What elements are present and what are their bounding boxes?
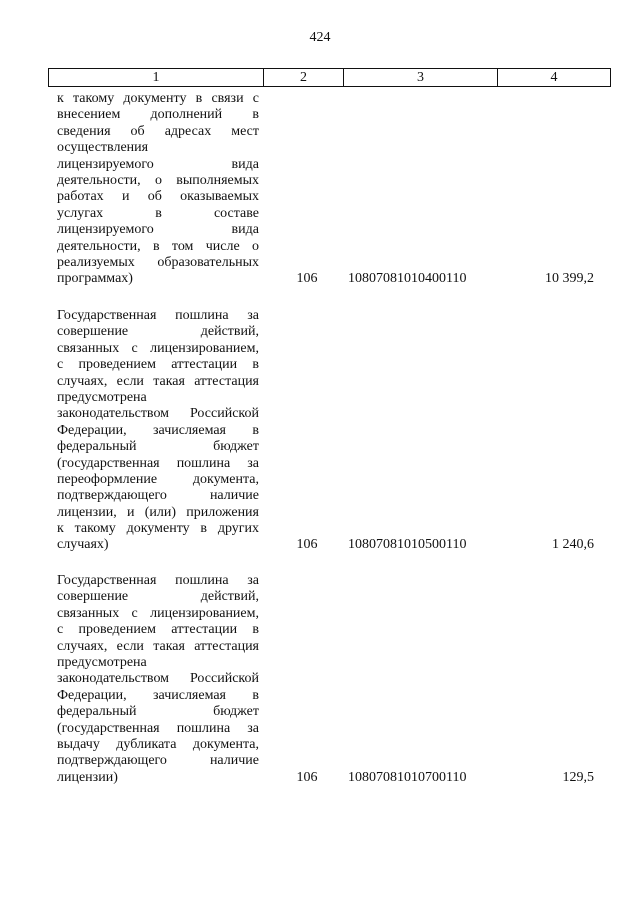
description-line: законодательством Российской xyxy=(57,406,259,422)
description-line: сведения об адресах мест xyxy=(57,123,259,139)
description-line: лицензии) xyxy=(57,769,118,785)
description-line: к такому документу в других xyxy=(57,521,259,537)
description-line: лицензии, и (или) приложения xyxy=(57,504,259,520)
description-line: законодательством Российской xyxy=(57,671,259,687)
description-line: осуществления xyxy=(57,140,149,156)
table-row-3-kbk-code: 10807081010700110 xyxy=(348,770,467,785)
table-row-3-description xyxy=(57,573,259,786)
description-line: к такому документу в связи с xyxy=(57,91,259,106)
description-line: с проведением аттестации в xyxy=(57,357,259,373)
description-line: выдачу дубликата документа, xyxy=(57,736,259,752)
description-line: Федерации, зачисляемая в xyxy=(57,687,259,703)
description-line: совершение действий, xyxy=(57,324,259,340)
column-header-4: 4 xyxy=(550,70,558,85)
column-header-1: 1 xyxy=(49,69,264,86)
description-line: внесением дополнений в xyxy=(57,107,259,123)
description-line: реализуемых образовательных xyxy=(57,254,259,270)
column-header-2: 2 xyxy=(264,69,344,86)
table-header-row xyxy=(48,68,611,87)
description-line: с проведением аттестации в xyxy=(57,622,259,638)
description-line: случаях, если такая аттестация xyxy=(57,373,259,389)
table-row-3-amount: 129,5 xyxy=(562,770,594,785)
table-row-1-description xyxy=(57,91,259,288)
table-row-2-kbk-code: 10807081010500110 xyxy=(348,537,467,552)
description-line: деятельности, в том числе о xyxy=(57,238,259,254)
description-line: предусмотрена xyxy=(57,654,147,670)
page-number: 424 xyxy=(309,30,331,45)
description-line: услугах в составе xyxy=(57,205,259,221)
table-row-1-kbk-code: 10807081010400110 xyxy=(348,271,467,286)
description-line: подтверждающего наличие xyxy=(57,488,259,504)
description-line: совершение действий, xyxy=(57,589,259,605)
description-line: федеральный бюджет xyxy=(57,704,259,720)
table-row-2-amount: 1 240,6 xyxy=(552,537,594,552)
description-line: деятельности, о выполняемых xyxy=(57,172,259,188)
description-line: (государственная пошлина за xyxy=(57,455,259,471)
description-line: работах и об оказываемых xyxy=(57,189,259,205)
description-line: федеральный бюджет xyxy=(57,439,259,455)
description-line: программах) xyxy=(57,271,133,287)
description-line: переоформление документа, xyxy=(57,471,259,487)
description-line: (государственная пошлина за xyxy=(57,720,259,736)
column-header-3: 3 xyxy=(344,69,498,86)
description-line: лицензируемого вида xyxy=(57,222,259,238)
table-row-1-amount: 10 399,2 xyxy=(545,271,594,286)
description-line: предусмотрена xyxy=(57,389,147,405)
description-line: Государственная пошлина за xyxy=(57,308,259,323)
description-line: связанных с лицензированием, xyxy=(57,605,259,621)
table-row-2-admin-code: 106 xyxy=(296,537,318,552)
description-line: Федерации, зачисляемая в xyxy=(57,422,259,438)
description-line: случаях) xyxy=(57,537,109,553)
description-line: лицензируемого вида xyxy=(57,156,259,172)
table-row-2-description xyxy=(57,308,259,554)
description-line: подтверждающего наличие xyxy=(57,753,259,769)
description-line: связанных с лицензированием, xyxy=(57,340,259,356)
table-row-3-admin-code: 106 xyxy=(296,770,318,785)
description-line: случаях, если такая аттестация xyxy=(57,638,259,654)
table-row-1-admin-code: 106 xyxy=(296,271,318,286)
description-line: Государственная пошлина за xyxy=(57,573,259,588)
